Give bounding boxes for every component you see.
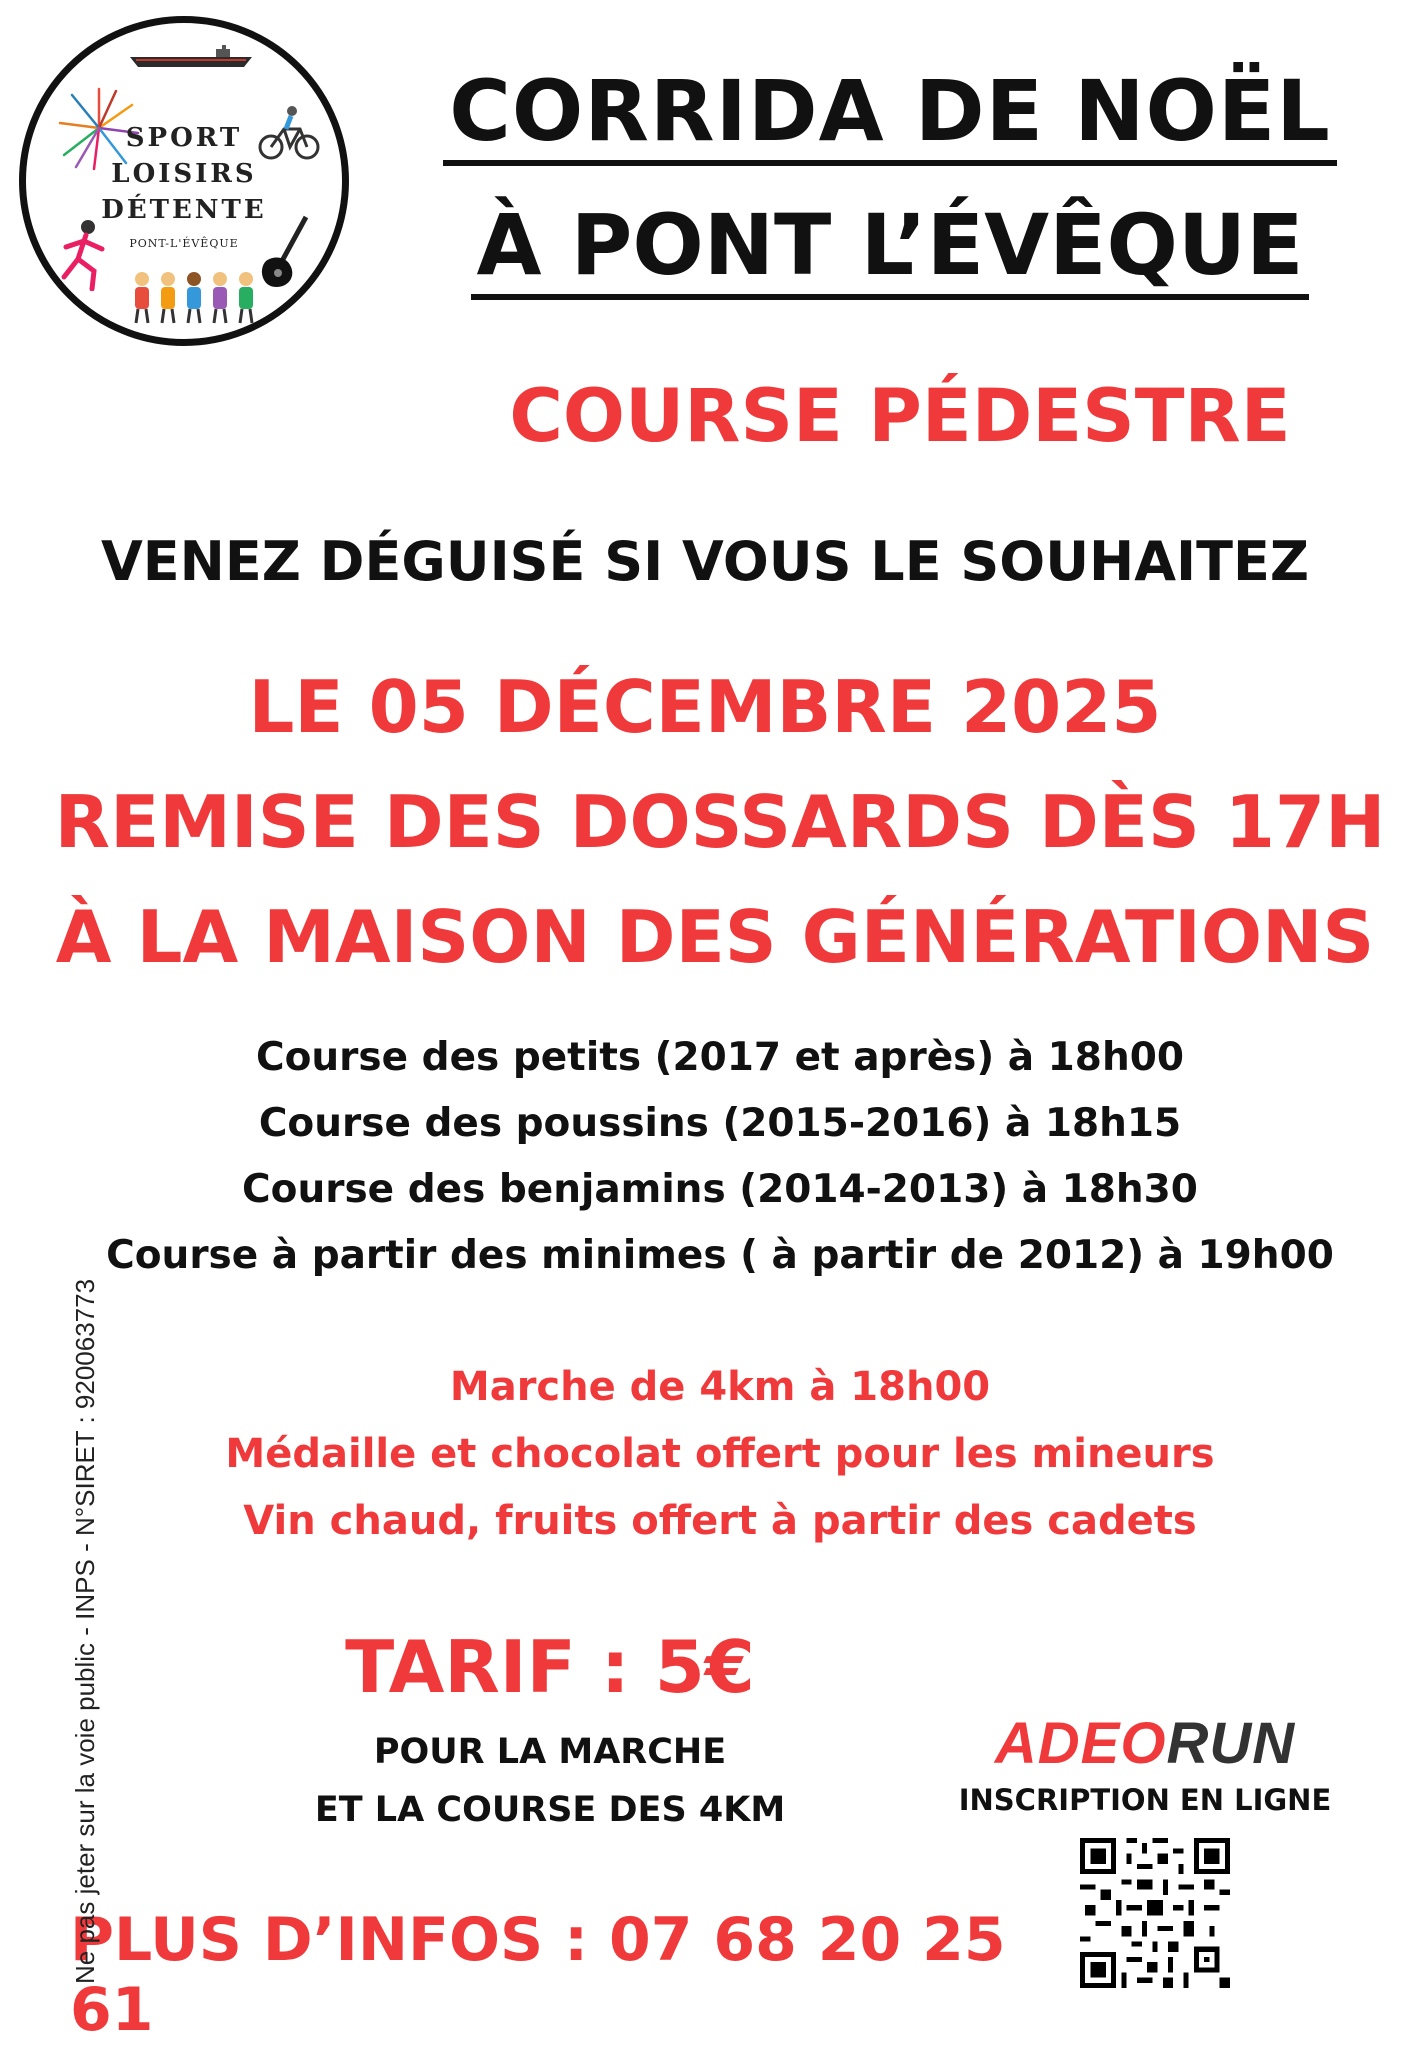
logo-word-sport: SPORT: [125, 123, 243, 153]
bib-pickup: REMISE DES DOSSARDS DÈS 17H: [54, 780, 1386, 864]
extra-item: Marche de 4km à 18h00: [449, 1364, 991, 1410]
costume-note: VENEZ DÉGUISÉ SI VOUS LE SOUHAITEZ: [100, 530, 1310, 593]
race-item: Course à partir des minimes ( à partir de 2012) à 19h00: [106, 1233, 1334, 1278]
race-item: Course des poussins (2015-2016) à 18h15: [258, 1101, 1182, 1146]
logo-word-loisirs: LOISIRS: [111, 159, 257, 189]
adeorun-logo-part1: ADEO: [994, 1711, 1167, 1776]
children-icon: [130, 269, 260, 327]
adeorun-logo-part2: RUN: [1166, 1711, 1296, 1776]
logo-subtitle: PONT-L'ÉVÊQUE: [129, 237, 239, 250]
race-schedule: [70, 1035, 1370, 1299]
price-detail-line-2: ET LA COURSE DES 4KM: [314, 1790, 786, 1830]
event-location: À LA MAISON DES GÉNÉRATIONS: [55, 895, 1375, 979]
title-line-2: [410, 196, 1370, 294]
contact-info: PLUS D’INFOS : 07 68 20 25 61: [70, 1905, 1006, 2045]
extra-item: Médaille et chocolat offert pour les mineurs: [225, 1431, 1215, 1477]
extras-list: [70, 1364, 1370, 1565]
race-item: Course des petits (2017 et après) à 18h00: [256, 1035, 1184, 1080]
price: TARIF : 5€: [345, 1625, 755, 1709]
title-line-2-text: À PONT L’ÉVÊQUE: [471, 196, 1310, 300]
side-legal-text: Ne pas jeter sur la voie public - INPS - N°SIRET : 920063773: [70, 1278, 100, 1984]
subtitle: COURSE PÉDESTRE: [509, 374, 1291, 459]
adeorun-logo[interactable]: [960, 1710, 1330, 1777]
extra-item: Vin chaud, fruits offert à partir des cadets: [243, 1498, 1197, 1544]
title-line-1: [410, 62, 1370, 160]
event-date: LE 05 DÉCEMBRE 2025: [248, 665, 1162, 749]
runner-icon: [56, 219, 112, 291]
title-line-1-text: CORRIDA DE NOËL: [443, 62, 1337, 166]
guitar-icon: [254, 213, 316, 293]
race-item: Course des benjamins (2014-2013) à 18h30: [242, 1167, 1198, 1212]
club-logo: [19, 16, 349, 346]
price-detail-line-1: POUR LA MARCHE: [373, 1732, 727, 1772]
ship-icon: [126, 45, 256, 69]
qr-code-icon[interactable]: [1080, 1838, 1230, 1988]
registration-label: INSCRIPTION EN LIGNE: [958, 1783, 1332, 1817]
logo-word-detente: DÉTENTE: [101, 195, 267, 225]
